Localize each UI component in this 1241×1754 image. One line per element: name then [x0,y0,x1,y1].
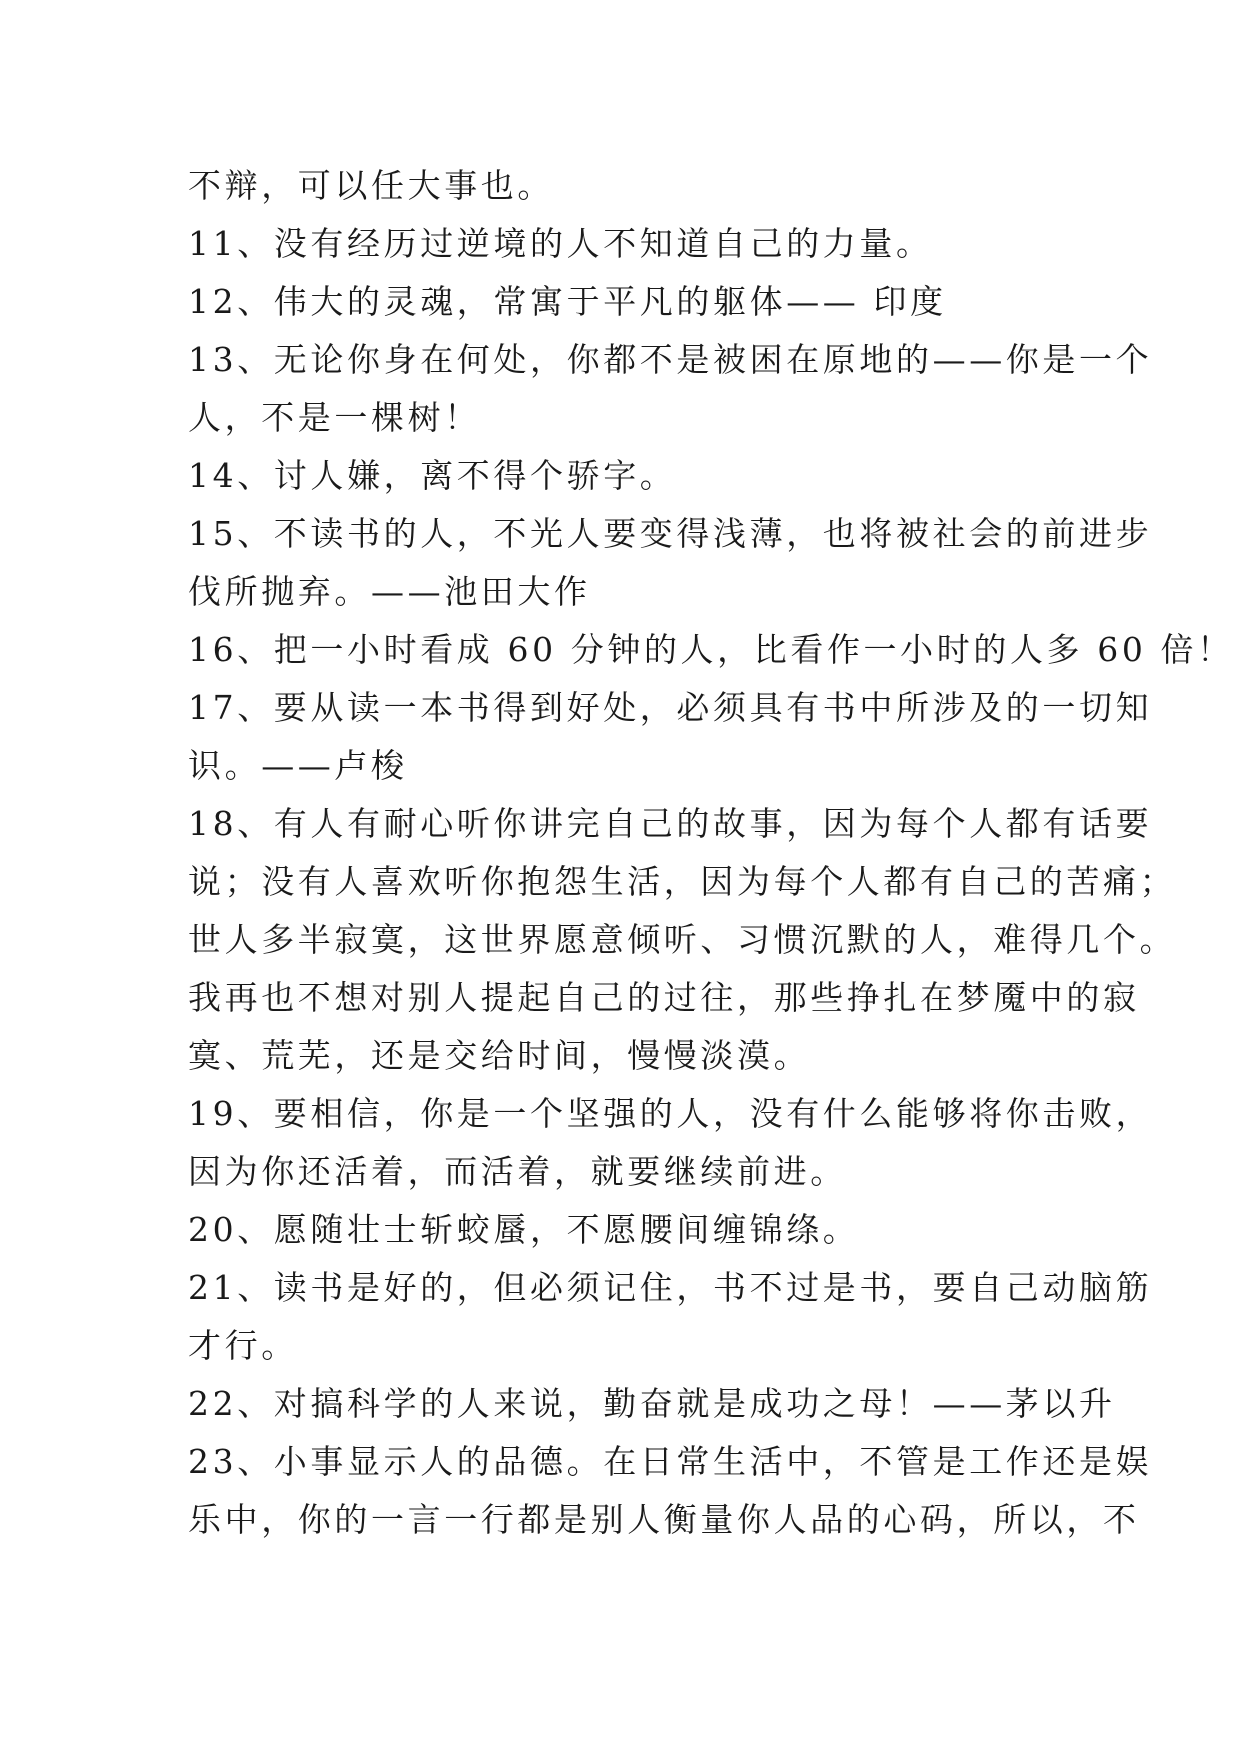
text-line: 乐中，你的一言一行都是别人衡量你人品的心码，所以，不 [188,1500,1140,1539]
text-line: 不辩，可以任大事也。 [188,166,554,205]
text-line: 12、伟大的灵魂，常寓于平凡的躯体—— 印度 [188,282,947,321]
text-line: 22、对搞科学的人来说，勤奋就是成功之母！——茅以升 [188,1384,1116,1423]
text-line: 世人多半寂寞，这世界愿意倾听、习惯沉默的人，难得几个。 [188,920,1177,959]
text-line: 寞、荒芜，还是交给时间，慢慢淡漠。 [188,1036,811,1075]
text-line: 人，不是一棵树！ [188,398,481,437]
text-line: 伐所抛弃。——池田大作 [188,572,591,611]
text-line: 23、小事显示人的品德。在日常生活中，不管是工作还是娱 [188,1442,1153,1481]
text-line: 18、有人有耐心听你讲完自己的故事，因为每个人都有话要 [188,804,1153,843]
text-line: 15、不读书的人，不光人要变得浅薄，也将被社会的前进步 [188,514,1153,553]
text-line: 19、要相信，你是一个坚强的人，没有什么能够将你击败， [188,1094,1153,1133]
text-line: 13、无论你身在何处，你都不是被困在原地的——你是一个 [188,340,1153,379]
text-line: 20、愿随壮士斩蛟蜃，不愿腰间缠锦绦。 [188,1210,860,1249]
text-line: 才行。 [188,1326,298,1365]
text-line: 我再也不想对别人提起自己的过往，那些挣扎在梦魇中的寂 [188,978,1140,1017]
text-line: 16、把一小时看成 60 分钟的人，比看作一小时的人多 60 倍！ [188,630,1234,669]
document-body [188,157,1234,1549]
text-line: 21、读书是好的，但必须记住，书不过是书，要自己动脑筋 [188,1268,1153,1307]
text-line: 14、讨人嫌，离不得个骄字。 [188,456,677,495]
text-line: 因为你还活着，而活着，就要继续前进。 [188,1152,847,1191]
text-line: 识。——卢梭 [188,746,408,785]
text-line: 11、没有经历过逆境的人不知道自己的力量。 [188,224,933,263]
text-line: 17、要从读一本书得到好处，必须具有书中所涉及的一切知 [188,688,1153,727]
text-line: 说；没有人喜欢听你抱怨生活，因为每个人都有自己的苦痛； [188,862,1177,901]
